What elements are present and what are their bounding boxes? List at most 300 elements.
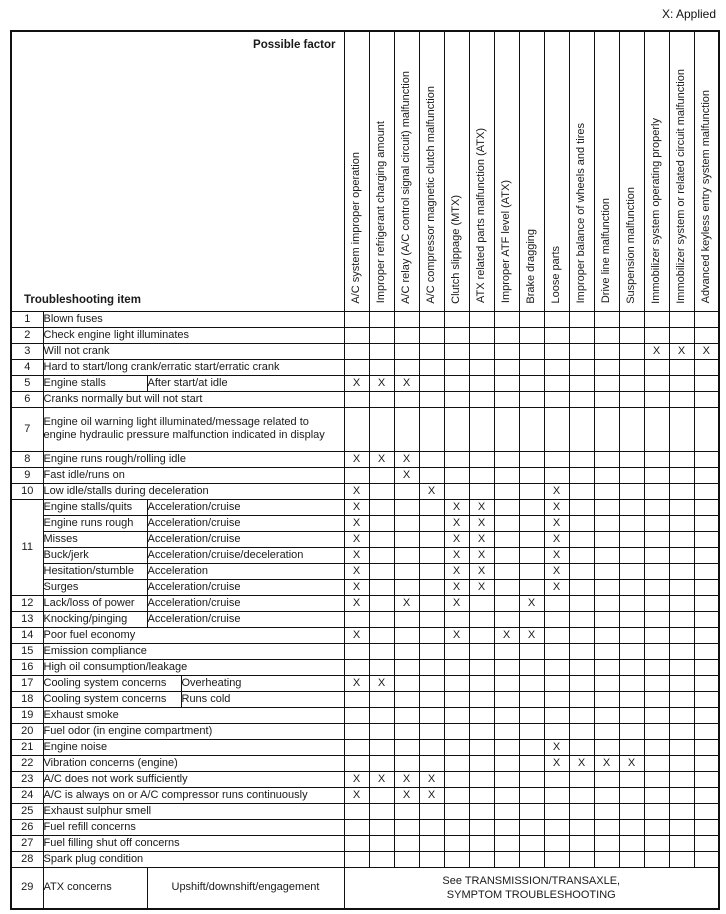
mark-cell: X (469, 499, 494, 515)
mark-cell (644, 595, 669, 611)
mark-cell (494, 343, 519, 359)
mark-cell (394, 515, 419, 531)
mark-cell (569, 563, 594, 579)
mark-cell (369, 819, 394, 835)
mark-cell (394, 311, 419, 327)
mark-cell (694, 595, 719, 611)
factor-header-label: Immobilizer system or related circuit malfunction (675, 68, 688, 304)
factor-header-label: Improper ATF level (ATX) (500, 180, 513, 304)
mark-cell (694, 691, 719, 707)
factor-header (694, 31, 719, 311)
mark-cell (519, 739, 544, 755)
table-row (11, 835, 719, 851)
mark-cell (394, 659, 419, 675)
mark-cell (544, 611, 569, 627)
mark-cell (544, 327, 569, 343)
mark-cell (494, 851, 519, 867)
mark-cell (619, 343, 644, 359)
mark-cell (569, 375, 594, 391)
mark-cell (494, 359, 519, 375)
mark-cell: X (369, 675, 394, 691)
mark-cell (569, 627, 594, 643)
mark-cell (469, 659, 494, 675)
mark-cell (694, 819, 719, 835)
mark-cell (444, 851, 469, 867)
mark-cell (494, 311, 519, 327)
mark-cell (619, 547, 644, 563)
mark-cell (694, 739, 719, 755)
mark-cell (694, 391, 719, 407)
mark-cell (594, 579, 619, 595)
troubleshooting-matrix-table (10, 30, 720, 910)
mark-cell (644, 547, 669, 563)
mark-cell (369, 803, 394, 819)
mark-cell: X (494, 627, 519, 643)
mark-cell (694, 659, 719, 675)
item-label: Engine noise (43, 739, 344, 755)
matrix-body (11, 311, 719, 909)
mark-cell (594, 407, 619, 451)
mark-cell (419, 451, 444, 467)
matrix-header (11, 31, 719, 311)
mark-cell (494, 787, 519, 803)
mark-cell (694, 327, 719, 343)
mark-cell (669, 515, 694, 531)
mark-cell (369, 515, 394, 531)
mark-cell: X (344, 375, 369, 391)
row-number: 2 (11, 327, 43, 343)
mark-cell (394, 327, 419, 343)
mark-cell: X (544, 515, 569, 531)
mark-cell (344, 819, 369, 835)
mark-cell (569, 451, 594, 467)
mark-cell (394, 579, 419, 595)
item-label: Fuel filling shut off concerns (43, 835, 344, 851)
row-number: 8 (11, 451, 43, 467)
mark-cell (444, 327, 469, 343)
mark-cell: X (419, 483, 444, 499)
factor-header-label: Advanced keyless entry system malfunction (699, 90, 712, 304)
mark-cell (519, 547, 544, 563)
mark-cell (569, 819, 594, 835)
mark-cell (594, 771, 619, 787)
mark-cell (419, 835, 444, 851)
item-label: Fast idle/runs on (43, 467, 344, 483)
mark-cell (619, 311, 644, 327)
troubleshooting-item-label: Troubleshooting item (24, 293, 141, 306)
mark-cell (644, 707, 669, 723)
mark-cell (569, 311, 594, 327)
mark-cell (619, 359, 644, 375)
mark-cell (369, 691, 394, 707)
mark-cell (619, 707, 644, 723)
row-number: 29 (11, 867, 43, 909)
mark-cell (594, 803, 619, 819)
mark-cell: X (544, 579, 569, 595)
mark-cell (619, 451, 644, 467)
factor-header-label: Drive line malfunction (600, 198, 613, 304)
mark-cell (469, 343, 494, 359)
mark-cell: X (394, 771, 419, 787)
mark-cell (644, 483, 669, 499)
mark-cell (669, 375, 694, 391)
mark-cell (619, 327, 644, 343)
mark-cell (444, 311, 469, 327)
table-row (11, 563, 719, 579)
table-row (11, 407, 719, 451)
mark-cell: X (344, 579, 369, 595)
item-label: Poor fuel economy (43, 627, 344, 643)
item-label: Vibration concerns (engine) (43, 755, 344, 771)
legend-x-applied: X: Applied (661, 7, 716, 21)
mark-cell: X (344, 547, 369, 563)
mark-cell: X (544, 499, 569, 515)
mark-cell (419, 531, 444, 547)
table-row (11, 451, 719, 467)
mark-cell (619, 659, 644, 675)
mark-cell (394, 531, 419, 547)
mark-cell (619, 563, 644, 579)
mark-cell (569, 515, 594, 531)
mark-cell (569, 483, 594, 499)
mark-cell (419, 739, 444, 755)
item-label: Acceleration/cruise (147, 515, 344, 531)
mark-cell (569, 407, 594, 451)
mark-cell (544, 659, 569, 675)
mark-cell (419, 627, 444, 643)
mark-cell (419, 851, 444, 867)
mark-cell (344, 311, 369, 327)
merged-note: See TRANSMISSION/TRANSAXLE, SYMPTOM TROUBLESHOOTING (344, 867, 719, 909)
mark-cell: X (544, 483, 569, 499)
table-row (11, 391, 719, 407)
mark-cell (619, 723, 644, 739)
mark-cell: X (444, 579, 469, 595)
mark-cell (419, 499, 444, 515)
mark-cell (369, 499, 394, 515)
mark-cell (394, 851, 419, 867)
item-label: Cooling system concerns (43, 691, 181, 707)
mark-cell (669, 579, 694, 595)
mark-cell (369, 835, 394, 851)
mark-cell (519, 375, 544, 391)
table-row (11, 483, 719, 499)
mark-cell (494, 547, 519, 563)
mark-cell (619, 391, 644, 407)
factor-header (519, 31, 544, 311)
mark-cell (644, 579, 669, 595)
mark-cell (419, 579, 444, 595)
mark-cell: X (444, 531, 469, 547)
mark-cell: X (569, 755, 594, 771)
table-row (11, 375, 719, 391)
mark-cell (644, 643, 669, 659)
table-row (11, 467, 719, 483)
factor-header-label: Improper refrigerant charging amount (375, 121, 388, 304)
mark-cell: X (444, 563, 469, 579)
mark-cell (344, 755, 369, 771)
mark-cell (469, 675, 494, 691)
mark-cell (369, 643, 394, 659)
mark-cell (369, 343, 394, 359)
mark-cell (444, 643, 469, 659)
mark-cell (519, 707, 544, 723)
mark-cell (494, 563, 519, 579)
mark-cell (469, 851, 494, 867)
mark-cell (444, 391, 469, 407)
mark-cell (669, 755, 694, 771)
table-row (11, 755, 719, 771)
mark-cell (694, 375, 719, 391)
mark-cell: X (419, 787, 444, 803)
mark-cell: X (344, 531, 369, 547)
mark-cell (394, 835, 419, 851)
mark-cell: X (394, 595, 419, 611)
factor-header-label: A/C system improper operation (350, 151, 363, 304)
factor-header-label: Clutch slippage (MTX) (450, 194, 463, 304)
mark-cell (419, 611, 444, 627)
mark-cell (394, 803, 419, 819)
mark-cell (519, 343, 544, 359)
mark-cell (394, 675, 419, 691)
row-number: 20 (11, 723, 43, 739)
mark-cell (619, 515, 644, 531)
mark-cell: X (519, 627, 544, 643)
mark-cell (519, 851, 544, 867)
mark-cell (594, 483, 619, 499)
table-row (11, 803, 719, 819)
factor-header-label: Loose parts (550, 246, 563, 304)
table-row (11, 643, 719, 659)
table-row (11, 499, 719, 515)
header-corner-cell (11, 31, 344, 311)
mark-cell (494, 659, 519, 675)
mark-cell (519, 771, 544, 787)
row-number: 17 (11, 675, 43, 691)
mark-cell (619, 851, 644, 867)
item-label: Low idle/stalls during deceleration (43, 483, 344, 499)
mark-cell (594, 563, 619, 579)
mark-cell (694, 851, 719, 867)
item-label: Acceleration (147, 563, 344, 579)
mark-cell (494, 675, 519, 691)
mark-cell (519, 515, 544, 531)
mark-cell: X (344, 675, 369, 691)
item-label: Acceleration/cruise (147, 499, 344, 515)
item-label: Acceleration/cruise (147, 595, 344, 611)
mark-cell (519, 451, 544, 467)
mark-cell (444, 359, 469, 375)
mark-cell (344, 391, 369, 407)
mark-cell (519, 835, 544, 851)
mark-cell (494, 803, 519, 819)
mark-cell: X (444, 595, 469, 611)
mark-cell (644, 755, 669, 771)
mark-cell (419, 391, 444, 407)
table-row (11, 515, 719, 531)
mark-cell (344, 359, 369, 375)
mark-cell (669, 835, 694, 851)
mark-cell (344, 851, 369, 867)
mark-cell (569, 611, 594, 627)
mark-cell (594, 327, 619, 343)
mark-cell (594, 359, 619, 375)
mark-cell: X (419, 771, 444, 787)
mark-cell (544, 407, 569, 451)
mark-cell (369, 547, 394, 563)
mark-cell (344, 327, 369, 343)
mark-cell (369, 755, 394, 771)
mark-cell (569, 803, 594, 819)
mark-cell (369, 611, 394, 627)
mark-cell (519, 407, 544, 451)
row-number: 13 (11, 611, 43, 627)
mark-cell (469, 311, 494, 327)
item-label: Acceleration/cruise (147, 531, 344, 547)
mark-cell (669, 547, 694, 563)
mark-cell (644, 611, 669, 627)
mark-cell (494, 707, 519, 723)
mark-cell (494, 327, 519, 343)
mark-cell (644, 851, 669, 867)
mark-cell: X (444, 627, 469, 643)
item-label: Knocking/pinging (43, 611, 147, 627)
mark-cell (669, 499, 694, 515)
mark-cell: X (644, 343, 669, 359)
mark-cell (394, 499, 419, 515)
row-number: 16 (11, 659, 43, 675)
mark-cell (694, 771, 719, 787)
mark-cell (544, 451, 569, 467)
mark-cell (519, 675, 544, 691)
item-label: Lack/loss of power (43, 595, 147, 611)
mark-cell (594, 391, 619, 407)
mark-cell (469, 691, 494, 707)
mark-cell (394, 343, 419, 359)
mark-cell (519, 467, 544, 483)
factor-header-label: ATX related parts malfunction (ATX) (475, 128, 488, 304)
mark-cell (519, 755, 544, 771)
mark-cell (694, 547, 719, 563)
mark-cell: X (544, 739, 569, 755)
factor-header (469, 31, 494, 311)
mark-cell (569, 675, 594, 691)
mark-cell (469, 451, 494, 467)
mark-cell (694, 531, 719, 547)
mark-cell: X (544, 755, 569, 771)
mark-cell (669, 819, 694, 835)
mark-cell (594, 691, 619, 707)
mark-cell (544, 343, 569, 359)
mark-cell (619, 531, 644, 547)
mark-cell (369, 627, 394, 643)
factor-header (419, 31, 444, 311)
mark-cell (544, 819, 569, 835)
mark-cell (344, 691, 369, 707)
mark-cell (544, 707, 569, 723)
mark-cell (594, 675, 619, 691)
mark-cell (619, 691, 644, 707)
mark-cell (594, 835, 619, 851)
mark-cell (344, 739, 369, 755)
item-label: A/C does not work sufficiently (43, 771, 344, 787)
mark-cell: X (469, 579, 494, 595)
row-number: 14 (11, 627, 43, 643)
mark-cell (469, 375, 494, 391)
mark-cell (394, 627, 419, 643)
factor-header (644, 31, 669, 311)
mark-cell (519, 819, 544, 835)
mark-cell (419, 311, 444, 327)
item-label: Spark plug condition (43, 851, 344, 867)
mark-cell: X (344, 499, 369, 515)
factor-header-label: Improper balance of wheels and tires (575, 123, 588, 304)
mark-cell (594, 595, 619, 611)
mark-cell (669, 391, 694, 407)
mark-cell (669, 803, 694, 819)
mark-cell (494, 723, 519, 739)
mark-cell (519, 803, 544, 819)
mark-cell (694, 311, 719, 327)
mark-cell (469, 611, 494, 627)
mark-cell (394, 723, 419, 739)
mark-cell (694, 627, 719, 643)
mark-cell (669, 643, 694, 659)
mark-cell (444, 483, 469, 499)
mark-cell (669, 691, 694, 707)
mark-cell (594, 451, 619, 467)
mark-cell (394, 563, 419, 579)
mark-cell (519, 691, 544, 707)
row-number: 25 (11, 803, 43, 819)
mark-cell (519, 579, 544, 595)
item-label: Will not crank (43, 343, 344, 359)
row-number: 24 (11, 787, 43, 803)
mark-cell: X (469, 515, 494, 531)
mark-cell (544, 835, 569, 851)
mark-cell (594, 627, 619, 643)
mark-cell (694, 451, 719, 467)
mark-cell (569, 467, 594, 483)
mark-cell (494, 467, 519, 483)
mark-cell (594, 547, 619, 563)
mark-cell: X (344, 451, 369, 467)
mark-cell (594, 611, 619, 627)
mark-cell (644, 311, 669, 327)
mark-cell (419, 723, 444, 739)
mark-cell (594, 515, 619, 531)
mark-cell (369, 327, 394, 343)
mark-cell: X (344, 563, 369, 579)
factor-header (594, 31, 619, 311)
row-number: 18 (11, 691, 43, 707)
mark-cell (419, 343, 444, 359)
mark-cell (469, 595, 494, 611)
mark-cell (644, 803, 669, 819)
mark-cell (544, 627, 569, 643)
mark-cell (469, 627, 494, 643)
mark-cell: X (394, 451, 419, 467)
factor-header (619, 31, 644, 311)
mark-cell (469, 771, 494, 787)
mark-cell (494, 819, 519, 835)
mark-cell (469, 835, 494, 851)
mark-cell (494, 835, 519, 851)
mark-cell: X (394, 375, 419, 391)
mark-cell (444, 787, 469, 803)
table-row (11, 627, 719, 643)
mark-cell (594, 723, 619, 739)
